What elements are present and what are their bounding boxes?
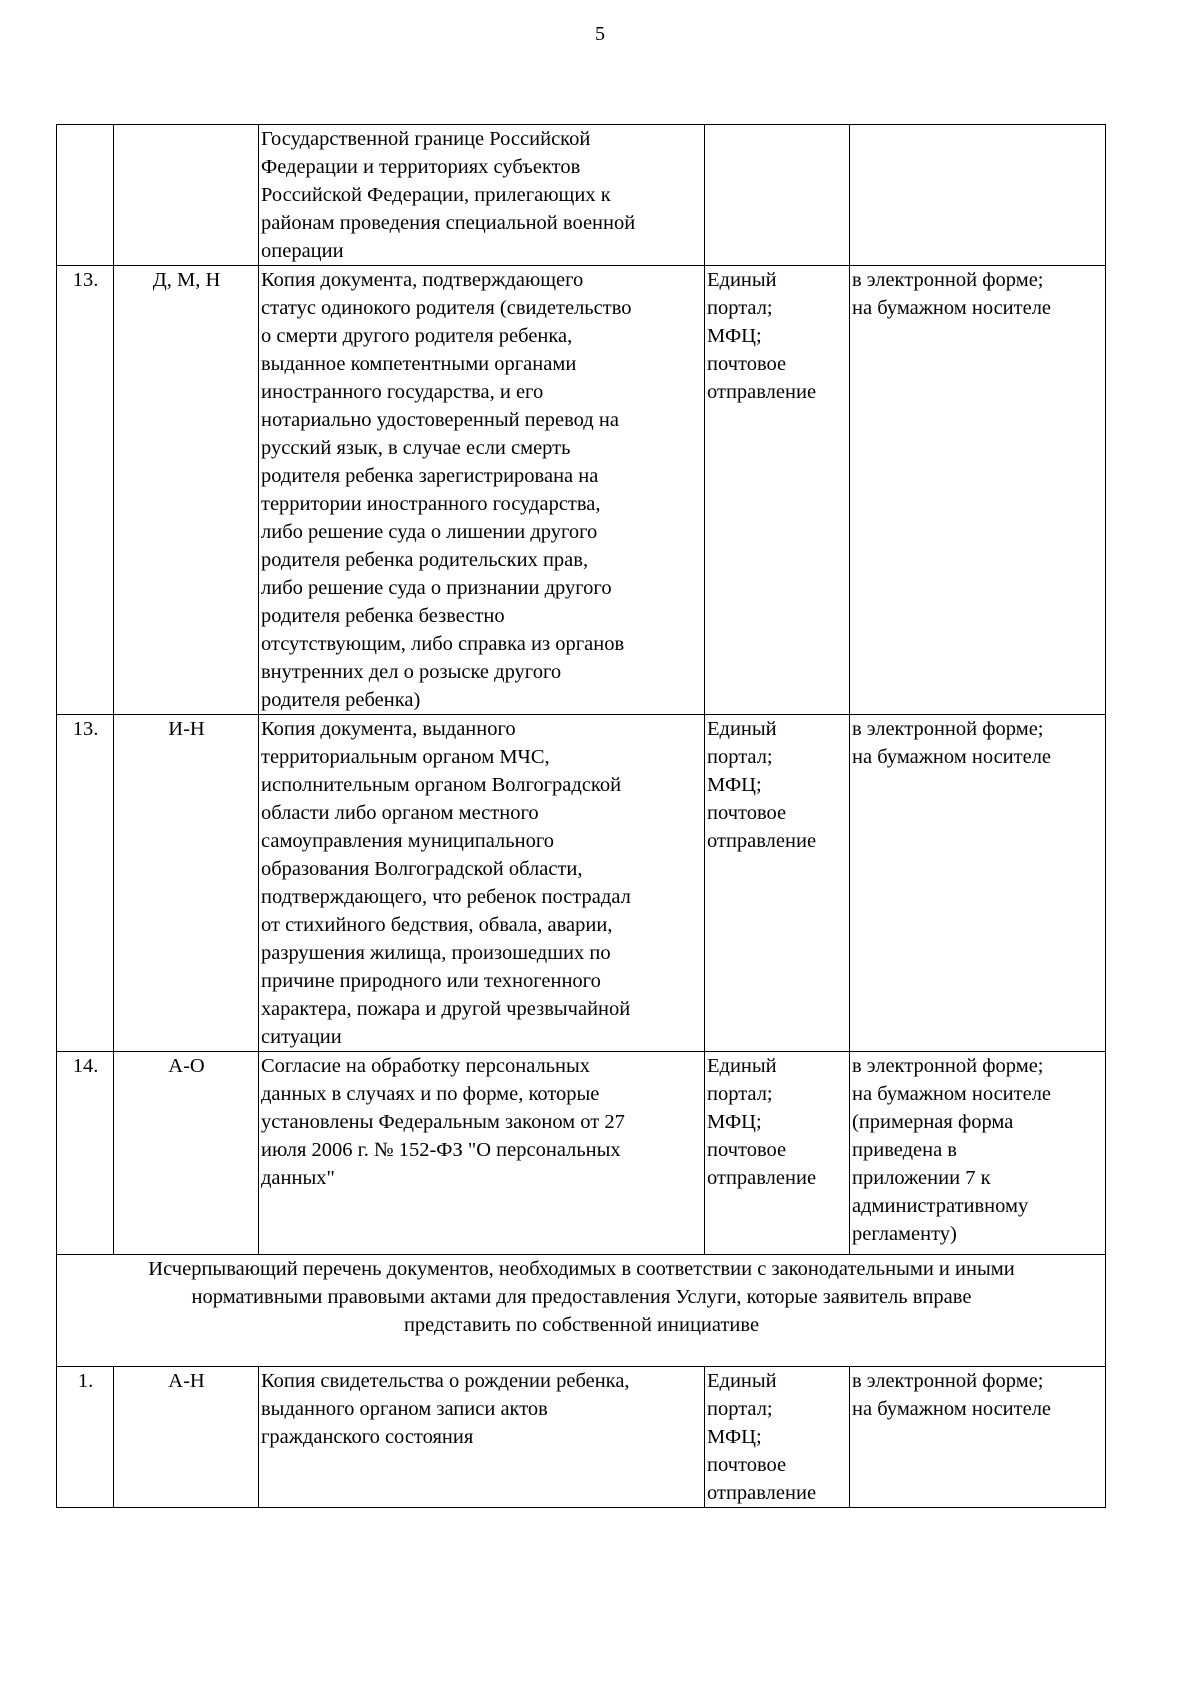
submission-form-line: в электронной форме; bbox=[852, 269, 1044, 291]
submission-channel bbox=[705, 266, 850, 715]
applicant-category-code bbox=[114, 125, 259, 266]
submission-channel-line: почтовое bbox=[707, 1454, 787, 1476]
document-description-line: статус одинокого родителя (свидетельство bbox=[261, 297, 632, 319]
submission-channel-line: почтовое bbox=[707, 1139, 787, 1161]
submission-channel-line: портал; bbox=[707, 746, 773, 768]
row-number: 13. bbox=[57, 266, 114, 715]
submission-form-line: (примерная форма bbox=[852, 1111, 1014, 1133]
section-header-row bbox=[57, 1255, 1106, 1367]
document-description-line: выданное компетентными органами bbox=[261, 353, 577, 375]
submission-channel-line: МФЦ; bbox=[707, 1111, 762, 1133]
document-description-line: характера, пожара и другой чрезвычайной bbox=[261, 998, 631, 1020]
submission-channel-line: почтовое bbox=[707, 353, 787, 375]
document-description bbox=[259, 125, 705, 266]
document-description-line: установлены Федеральным законом от 27 bbox=[261, 1111, 625, 1133]
document-description-line: подтверждающего, что ребенок пострадал bbox=[261, 886, 631, 908]
document-description-line: выданного органом записи актов bbox=[261, 1398, 548, 1420]
submission-form-line: на бумажном носителе bbox=[852, 746, 1052, 768]
section-header-line: представить по собственной инициативе bbox=[403, 1314, 760, 1336]
table-row bbox=[57, 1367, 1106, 1508]
document-description-line: Копия документа, подтверждающего bbox=[261, 269, 584, 291]
submission-channel-line: Единый bbox=[707, 718, 777, 740]
document-description-line: причине природного или техногенного bbox=[261, 970, 601, 992]
document-description-line: Копия документа, выданного bbox=[261, 718, 516, 740]
document-description bbox=[259, 1367, 705, 1508]
submission-channel-line: отправление bbox=[707, 1482, 817, 1504]
document-description-line: родителя ребенка зарегистрирована на bbox=[261, 465, 599, 487]
submission-channel bbox=[705, 1367, 850, 1508]
documents-table-body bbox=[57, 125, 1106, 1508]
applicant-category-code: Д, М, Н bbox=[114, 266, 259, 715]
document-description-line: от стихийного бедствия, обвала, аварии, bbox=[261, 914, 613, 936]
submission-channel-line: Единый bbox=[707, 1370, 777, 1392]
document-description-line: области либо органом местного bbox=[261, 802, 539, 824]
document-description-line: ситуации bbox=[261, 1026, 342, 1048]
submission-form-line: административному bbox=[852, 1195, 1029, 1217]
submission-channel-line: портал; bbox=[707, 1398, 773, 1420]
section-header-line: нормативными правовыми актами для предоставления Услуги, которые заявитель вправе bbox=[191, 1286, 972, 1308]
submission-form-line: на бумажном носителе bbox=[852, 1083, 1052, 1105]
submission-channel-line: отправление bbox=[707, 1167, 817, 1189]
table-row bbox=[57, 266, 1106, 715]
submission-form bbox=[850, 125, 1106, 266]
submission-channel-line: Единый bbox=[707, 269, 777, 291]
row-number: 14. bbox=[57, 1052, 114, 1255]
document-description-line: родителя ребенка) bbox=[261, 689, 421, 711]
document-description-line: родителя ребенка родительских прав, bbox=[261, 549, 589, 571]
document-description-line: либо решение суда о лишении другого bbox=[261, 521, 598, 543]
document-description bbox=[259, 1052, 705, 1255]
document-description-line: либо решение суда о признании другого bbox=[261, 577, 612, 599]
submission-channel-line: портал; bbox=[707, 1083, 773, 1105]
document-description-line: самоуправления муниципального bbox=[261, 830, 554, 852]
submission-form bbox=[850, 715, 1106, 1052]
applicant-category-code: А-О bbox=[114, 1052, 259, 1255]
submission-channel-line: портал; bbox=[707, 297, 773, 319]
submission-form-line: в электронной форме; bbox=[852, 1055, 1044, 1077]
row-number: 13. bbox=[57, 715, 114, 1052]
table-row bbox=[57, 1052, 1106, 1255]
document-description-line: исполнительным органом Волгоградской bbox=[261, 774, 622, 796]
document-description-line: территории иностранного государства, bbox=[261, 493, 601, 515]
document-description-line: разрушения жилища, произошедших по bbox=[261, 942, 611, 964]
document-description-line: отсутствующим, либо справка из органов bbox=[261, 633, 625, 655]
document-description-line: данных в случаях и по форме, которые bbox=[261, 1083, 600, 1105]
submission-form-line: приложении 7 к bbox=[852, 1167, 991, 1189]
submission-form-line: на бумажном носителе bbox=[852, 1398, 1052, 1420]
document-description-line: Российской Федерации, прилегающих к bbox=[261, 184, 611, 206]
submission-channel-line: МФЦ; bbox=[707, 1426, 762, 1448]
submission-channel-line: МФЦ; bbox=[707, 774, 762, 796]
document-description-line: июля 2006 г. № 152-ФЗ "О персональных bbox=[261, 1139, 621, 1161]
submission-channel-line: Единый bbox=[707, 1055, 777, 1077]
submission-channel bbox=[705, 1052, 850, 1255]
document-description-line: Согласие на обработку персональных bbox=[261, 1055, 591, 1077]
submission-form-line: приведена в bbox=[852, 1139, 957, 1161]
document-description-line: операции bbox=[261, 240, 344, 262]
document-description-line: иностранного государства, и его bbox=[261, 381, 544, 403]
applicant-category-code: А-Н bbox=[114, 1367, 259, 1508]
submission-channel bbox=[705, 125, 850, 266]
submission-channel-line: МФЦ; bbox=[707, 325, 762, 347]
document-description-line: гражданского состояния bbox=[261, 1426, 474, 1448]
document-description-line: Государственной границе Российской bbox=[261, 128, 591, 150]
row-number: 1. bbox=[57, 1367, 114, 1508]
applicant-category-code: И-Н bbox=[114, 715, 259, 1052]
table-row bbox=[57, 125, 1106, 266]
submission-channel-line: почтовое bbox=[707, 802, 787, 824]
submission-form bbox=[850, 1052, 1106, 1255]
documents-table bbox=[56, 124, 1106, 1508]
document-description-line: районам проведения специальной военной bbox=[261, 212, 636, 234]
submission-channel-line: отправление bbox=[707, 381, 817, 403]
document-description-line: данных" bbox=[261, 1167, 335, 1189]
submission-form-line: в электронной форме; bbox=[852, 718, 1044, 740]
submission-form bbox=[850, 266, 1106, 715]
document-description-line: русский язык, в случае если смерть bbox=[261, 437, 571, 459]
document-description-line: нотариально удостоверенный перевод на bbox=[261, 409, 619, 431]
document-description-line: образования Волгоградской области, bbox=[261, 858, 583, 880]
submission-form-line: регламенту) bbox=[852, 1223, 957, 1245]
document-description-line: родителя ребенка безвестно bbox=[261, 605, 505, 627]
submission-channel-line: отправление bbox=[707, 830, 817, 852]
row-number bbox=[57, 125, 114, 266]
document-description-line: о смерти другого родителя ребенка, bbox=[261, 325, 573, 347]
section-header bbox=[57, 1255, 1106, 1367]
section-header-line: Исчерпывающий перечень документов, необходимых в соответствии с законодательными и иными bbox=[148, 1258, 1015, 1280]
document-description-line: Копия свидетельства о рождении ребенка, bbox=[261, 1370, 630, 1392]
submission-form bbox=[850, 1367, 1106, 1508]
document-description-line: внутренних дел о розыске другого bbox=[261, 661, 562, 683]
page-number: 5 bbox=[595, 23, 605, 45]
submission-form-line: на бумажном носителе bbox=[852, 297, 1052, 319]
table-row bbox=[57, 715, 1106, 1052]
document-description bbox=[259, 266, 705, 715]
document-description-line: территориальным органом МЧС, bbox=[261, 746, 550, 768]
document-description bbox=[259, 715, 705, 1052]
submission-channel bbox=[705, 715, 850, 1052]
document-description-line: Федерации и территориях субъектов bbox=[261, 156, 581, 178]
submission-form-line: в электронной форме; bbox=[852, 1370, 1044, 1392]
